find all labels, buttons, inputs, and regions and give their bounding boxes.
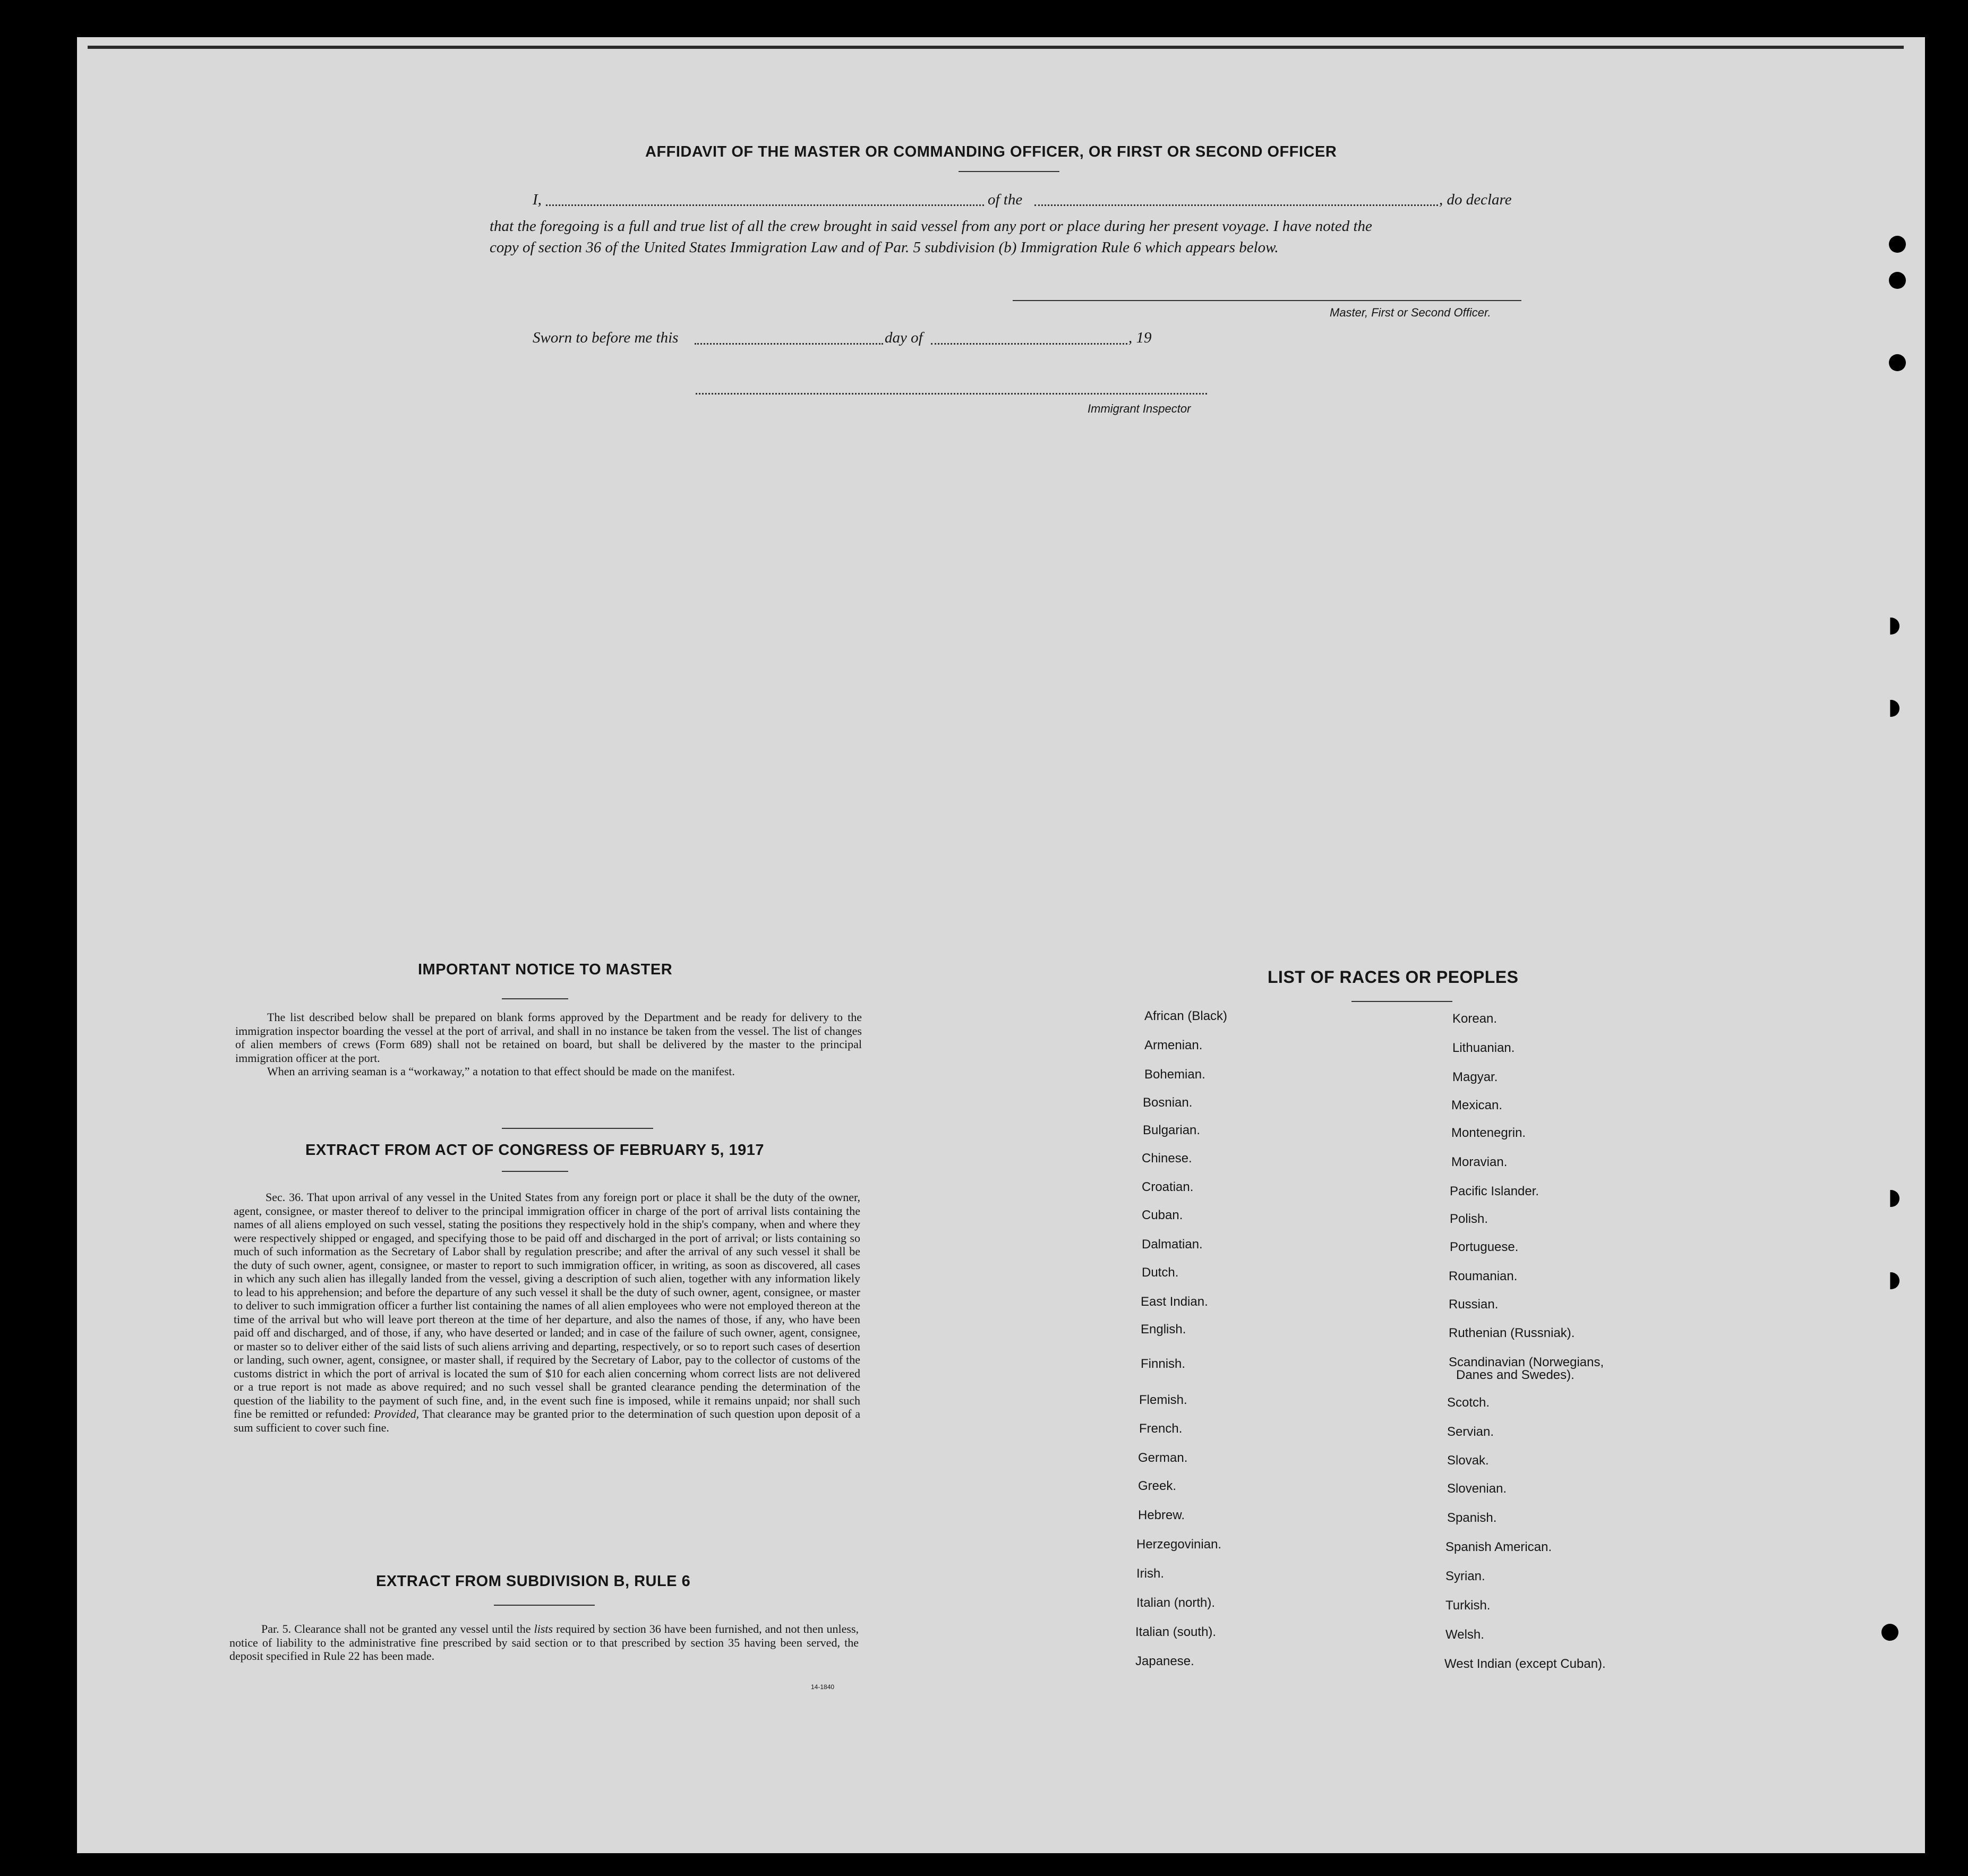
sworn-day-field[interactable]	[695, 343, 883, 345]
notice-divider	[502, 998, 568, 999]
affidavit-line-3: copy of section 36 of the United States Immigration Law and of Par. 5 subdivision (b) Immigration Rule 6 which appears below.	[490, 239, 1279, 256]
race-item: Japanese.	[1135, 1654, 1194, 1668]
race-item: Polish.	[1450, 1212, 1488, 1226]
race-item: Herzegovinian.	[1136, 1537, 1222, 1552]
races-title: LIST OF RACES OR PEOPLES	[1268, 967, 1519, 987]
punch-hole	[1889, 272, 1906, 289]
name-field[interactable]	[546, 204, 984, 206]
race-item: Cuban.	[1142, 1208, 1183, 1222]
master-signature-line[interactable]	[1013, 300, 1521, 301]
race-item: Slovenian.	[1447, 1481, 1507, 1496]
affidavit-of-label: of the	[988, 191, 1023, 208]
act-divider	[502, 1128, 653, 1129]
race-item: Welsh.	[1445, 1627, 1484, 1642]
rule-extract-title: EXTRACT FROM SUBDIVISION B, RULE 6	[376, 1573, 691, 1590]
notice-paragraph-1: The list described below shall be prepared on blank forms approved by the Department and be ready for delivery to the immigration inspector boarding the vessel at the port of arrival, and shall in no instance be taken from the vessel. The list of changes of alien members of crews (Form 689) shall not be retained on board, but shall be delivered by the master to the principal immigration officer at the port.	[235, 1010, 862, 1065]
title-divider	[959, 171, 1059, 172]
race-item: Danes and Swedes).	[1456, 1368, 1575, 1382]
rule-extract-text: Par. 5. Clearance shall not be granted any vessel until the lists required by section 36 have been furnished, and not then unless, notice of liability to the administrative fine prescribed by said section or to that prescribed by section 35 having been served, the deposit specified in Rule 22 has been made.	[229, 1622, 859, 1663]
punch-hole	[1889, 354, 1906, 371]
race-item: Lithuanian.	[1452, 1041, 1515, 1055]
race-item: Scotch.	[1447, 1395, 1490, 1410]
race-item: Bulgarian.	[1143, 1123, 1201, 1137]
inspector-caption: Immigrant Inspector	[1088, 402, 1191, 415]
race-item: Irish.	[1136, 1566, 1165, 1581]
affidavit-title: AFFIDAVIT OF THE MASTER OR COMMANDING OFFICER, OR FIRST OR SECOND OFFICER	[645, 143, 1337, 160]
race-item: Spanish.	[1447, 1511, 1497, 1525]
race-item: Syrian.	[1445, 1569, 1485, 1583]
page-top-edge	[88, 46, 1904, 49]
act-extract-text: Sec. 36. That upon arrival of any vessel in the United States from any foreign port or place it shall be the duty of the owner, agent, consignee, or master thereof to deliver to the principal immigration officer in charge of the port of arrival lists containing the names of all aliens employed on such vessel, stating the positions they respectively hold in the ship's company, when and where they were respectively shipped or engaged, and specifying those to be paid off and discharged in the port of arrival; or lists containing so much of such information as the Secretary of Labor shall by regulation prescribe; and after the arrival of any such vessel it shall be the duty of such owner, agent, consignee, or master to report to such immigration officer, in writing, as soon as discovered, all cases in which any such alien has illegally landed from the vessel, giving a description of such alien, together with any information likely to lead to his apprehension; and before the departure of any such vessel it shall be the duty of such owner, agent, consignee, or master to deliver to such immigration officer a further list containing the names of all alien employees who were not employed thereon at the time of the arrival but who will leave port thereon at the time of her departure, and also the names of those, if any, who have been paid off and discharged, and of those, if any, who have deserted or landed; and in case of the failure of such owner, agent, consignee, or master so to deliver either of the said lists of such aliens arriving and departing, respectively, or so to report such cases of desertion or landing, such owner, agent, consignee, or master shall, if required by the Secretary of Labor, pay to the collector of customs of the customs district in which the port of arrival is located the sum of $10 for each alien concerning whom correct lists are not delivered or a true report is not made as above required; and no such vessel shall be granted clearance pending the determination of the question of the liability to the payment of such fine, and, in the event such fine is imposed, while it remains unpaid; nor shall such fine be remitted or refunded: Provided, That clearance may be granted prior to the determination of such question upon deposit of a sum sufficient to cover such fine.	[234, 1190, 860, 1434]
notice-title: IMPORTANT NOTICE TO MASTER	[418, 961, 673, 978]
race-item: Turkish.	[1445, 1598, 1491, 1613]
race-item: Servian.	[1447, 1425, 1494, 1439]
race-item: Scandinavian (Norwegians,	[1449, 1355, 1604, 1369]
race-item: Ruthenian (Russniak).	[1449, 1326, 1575, 1340]
races-divider	[1351, 1001, 1452, 1002]
vessel-field[interactable]	[1034, 204, 1438, 206]
notice-text	[235, 1010, 862, 1078]
race-item: Chinese.	[1142, 1151, 1192, 1166]
race-item: Pacific Islander.	[1450, 1184, 1539, 1198]
year-label: , 19	[1128, 329, 1152, 346]
form-number: 14-1840	[811, 1683, 835, 1691]
notice-paragraph-2: When an arriving seaman is a “workaway,” a notation to that effect should be made on the manifest.	[267, 1065, 735, 1078]
race-item: Armenian.	[1144, 1038, 1203, 1052]
affidavit-line-2: that the foregoing is a full and true list of all the crew brought in said vessel from any port or place during her present voyage. I have noted the	[490, 218, 1372, 235]
race-item: African (Black)	[1144, 1009, 1228, 1023]
act-extract-title: EXTRACT FROM ACT OF CONGRESS OF FEBRUARY 5, 1917	[305, 1142, 765, 1159]
race-item: Italian (south).	[1135, 1625, 1217, 1639]
race-item: Korean.	[1452, 1012, 1498, 1026]
sworn-month-field[interactable]	[931, 343, 1127, 345]
act-title-divider	[502, 1171, 568, 1172]
race-item: Greek.	[1138, 1479, 1177, 1493]
race-item: Italian (north).	[1136, 1596, 1216, 1610]
race-item: German.	[1138, 1451, 1188, 1465]
race-item: West Indian (except Cuban).	[1444, 1657, 1606, 1671]
punch-hole	[1889, 236, 1906, 253]
race-item: Dalmatian.	[1142, 1237, 1203, 1252]
day-of-label: day of	[885, 329, 923, 346]
race-item: Bosnian.	[1143, 1095, 1193, 1110]
master-signature-caption: Master, First or Second Officer.	[1330, 306, 1491, 319]
race-item: Croatian.	[1142, 1180, 1194, 1194]
race-item: Russian.	[1449, 1297, 1499, 1312]
race-item: Dutch.	[1142, 1265, 1179, 1280]
race-item: Flemish.	[1139, 1393, 1187, 1407]
race-item: Bohemian.	[1144, 1067, 1205, 1082]
punch-hole	[1881, 1624, 1898, 1641]
race-item: Spanish American.	[1445, 1540, 1552, 1554]
race-item: Roumanian.	[1449, 1269, 1518, 1283]
race-item: Portuguese.	[1450, 1240, 1519, 1254]
affidavit-i-label: I,	[533, 191, 542, 208]
section-label: Sec. 36.	[266, 1190, 304, 1204]
race-item: Moravian.	[1451, 1155, 1508, 1169]
race-item: English.	[1141, 1322, 1186, 1337]
race-item: Slovak.	[1447, 1453, 1489, 1468]
race-item: East Indian.	[1141, 1295, 1208, 1309]
race-item: Finnish.	[1141, 1357, 1186, 1371]
sworn-label: Sworn to before me this	[533, 329, 679, 346]
race-item: Mexican.	[1451, 1098, 1503, 1112]
race-item: Magyar.	[1452, 1070, 1498, 1084]
inspector-signature-line[interactable]	[696, 393, 1207, 395]
affidavit-declare-label: , do declare	[1439, 191, 1512, 208]
race-item: Montenegrin.	[1451, 1126, 1526, 1140]
race-item: French.	[1139, 1421, 1183, 1436]
race-item: Hebrew.	[1138, 1508, 1185, 1522]
rule-title-divider	[494, 1605, 595, 1606]
scanned-page	[77, 37, 1925, 1853]
